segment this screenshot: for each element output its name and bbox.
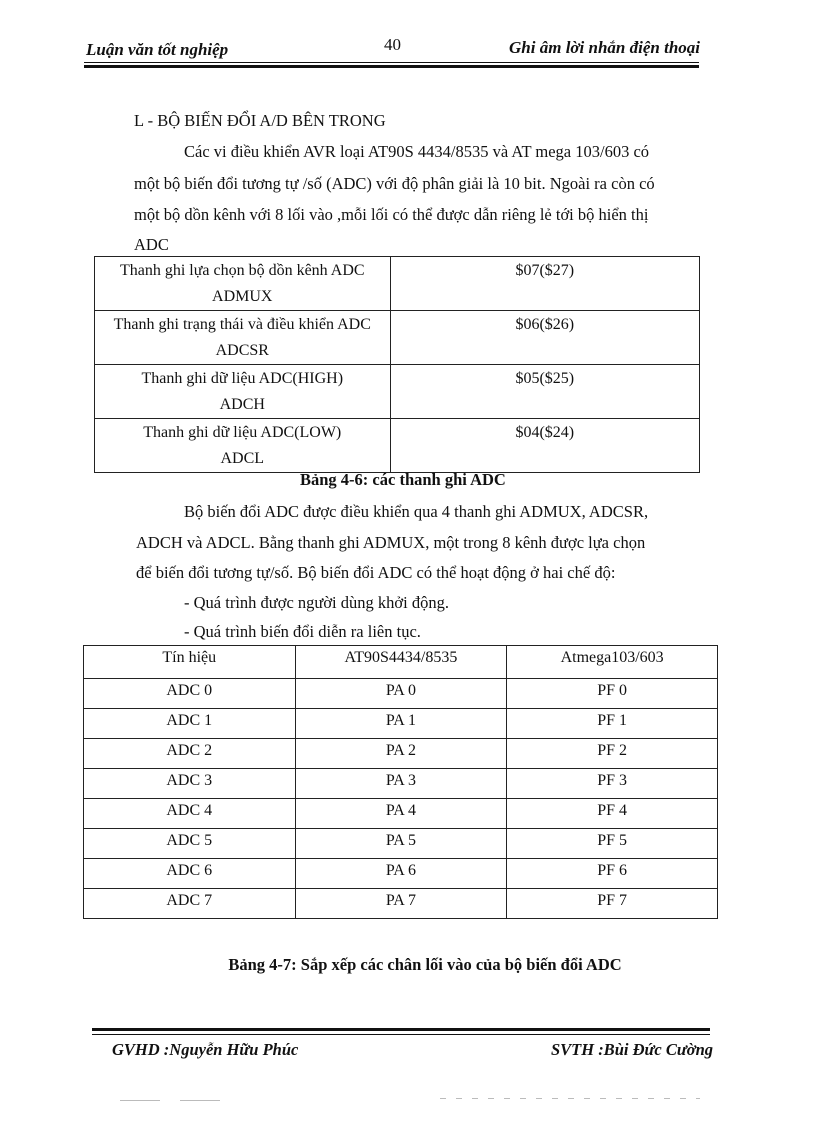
- register-symbol: ADMUX: [212, 288, 273, 305]
- atmega-cell: PF 7: [507, 889, 718, 919]
- signal-cell: ADC 0: [84, 679, 296, 709]
- table-row: [95, 365, 700, 419]
- pin-table: [83, 645, 718, 919]
- intro-line-2: một bộ biến đổi tương tự /số (ADC) với độ phân giải là 10 bit. Ngoài ra còn có: [134, 174, 655, 193]
- section-title: L - BỘ BIẾN ĐỔI A/D BÊN TRONG: [134, 111, 386, 130]
- register-name-cell: [95, 257, 391, 311]
- register-address: $06($26): [390, 311, 699, 365]
- table-row: [95, 257, 700, 311]
- register-address: $07($27): [390, 257, 699, 311]
- header-right: Ghi âm lời nhắn điện thoại: [509, 38, 700, 57]
- atmega-cell: PF 6: [507, 859, 718, 889]
- page-number: 40: [384, 35, 401, 54]
- footer-right: SVTH :Bùi Đức Cường: [550, 1040, 713, 1059]
- at90-cell: PA 1: [295, 709, 507, 739]
- table-row: [84, 889, 718, 919]
- register-name-cell: [95, 311, 391, 365]
- register-name-cell: [95, 419, 391, 473]
- signal-cell: ADC 4: [84, 799, 296, 829]
- para2-line-1: Bộ biến đổi ADC được điều khiển qua 4 thanh ghi ADMUX, ADCSR,: [184, 502, 649, 521]
- scan-artifact: [440, 1098, 700, 1099]
- table-row: [95, 419, 700, 473]
- column-header: AT90S4434/8535: [295, 646, 507, 679]
- column-header: Tín hiệu: [84, 646, 296, 679]
- register-symbol: ADCH: [219, 396, 265, 413]
- register-name-cell: [95, 365, 391, 419]
- at90-cell: PA 0: [295, 679, 507, 709]
- atmega-cell: PF 3: [507, 769, 718, 799]
- scan-artifact: [180, 1100, 220, 1101]
- header-left: Luận văn tốt nghiệp: [86, 40, 229, 59]
- table-row: [84, 799, 718, 829]
- register-symbol: ADCSR: [215, 342, 269, 359]
- register-address: $04($24): [390, 419, 699, 473]
- header-rule-thin: [84, 62, 699, 63]
- signal-cell: ADC 3: [84, 769, 296, 799]
- register-name: Thanh ghi dữ liệu ADC(HIGH): [141, 370, 344, 387]
- bullet-1: - Quá trình được người dùng khởi động.: [184, 593, 449, 612]
- column-header: Atmega103/603: [507, 646, 718, 679]
- register-table-caption: Bảng 4-6: các thanh ghi ADC: [300, 470, 506, 489]
- pin-table-caption: Bảng 4-7: Sắp xếp các chân lối vào của bộ biến đổi ADC: [228, 955, 622, 974]
- table-row: [84, 769, 718, 799]
- signal-cell: ADC 7: [84, 889, 296, 919]
- register-name: Thanh ghi dữ liệu ADC(LOW): [143, 424, 342, 441]
- at90-cell: PA 2: [295, 739, 507, 769]
- at90-cell: PA 7: [295, 889, 507, 919]
- table-row: [84, 829, 718, 859]
- register-name: Thanh ghi lựa chọn bộ dồn kênh ADC: [119, 262, 365, 279]
- table-header-row: [84, 646, 718, 679]
- signal-cell: ADC 2: [84, 739, 296, 769]
- header-rule-thick: [84, 65, 699, 68]
- at90-cell: PA 5: [295, 829, 507, 859]
- at90-cell: PA 4: [295, 799, 507, 829]
- footer-rule-thick: [92, 1028, 710, 1031]
- table-row: [95, 311, 700, 365]
- atmega-cell: PF 4: [507, 799, 718, 829]
- intro-line-3: một bộ dồn kênh với 8 lối vào ,mỗi lối có thể được dẫn riêng lẻ tới bộ hiển thị: [134, 205, 649, 224]
- table-row: [84, 739, 718, 769]
- table-row: [84, 859, 718, 889]
- at90-cell: PA 3: [295, 769, 507, 799]
- intro-line-1: Các vi điều khiển AVR loại AT90S 4434/8535 và AT mega 103/603 có: [184, 142, 650, 161]
- atmega-cell: PF 1: [507, 709, 718, 739]
- footer-left: GVHD :Nguyễn Hữu Phúc: [112, 1040, 299, 1059]
- intro-line-4: ADC: [134, 235, 169, 254]
- bullet-2: - Quá trình biến đổi diễn ra liên tục.: [184, 622, 421, 641]
- scan-artifact: [120, 1100, 160, 1101]
- table-row: [84, 679, 718, 709]
- register-symbol: ADCL: [220, 450, 265, 467]
- atmega-cell: PF 0: [507, 679, 718, 709]
- table-row: [84, 709, 718, 739]
- atmega-cell: PF 5: [507, 829, 718, 859]
- register-name: Thanh ghi trạng thái và điều khiển ADC: [113, 316, 371, 333]
- signal-cell: ADC 5: [84, 829, 296, 859]
- para2-line-2: ADCH và ADCL. Bằng thanh ghi ADMUX, một trong 8 kênh được lựa chọn: [136, 533, 646, 552]
- register-table: [94, 256, 700, 473]
- signal-cell: ADC 1: [84, 709, 296, 739]
- at90-cell: PA 6: [295, 859, 507, 889]
- register-address: $05($25): [390, 365, 699, 419]
- atmega-cell: PF 2: [507, 739, 718, 769]
- footer-rule-thin: [92, 1034, 710, 1035]
- para2-line-3: để biến đổi tương tự/số. Bộ biến đổi ADC có thể hoạt động ở hai chế độ:: [136, 563, 616, 582]
- signal-cell: ADC 6: [84, 859, 296, 889]
